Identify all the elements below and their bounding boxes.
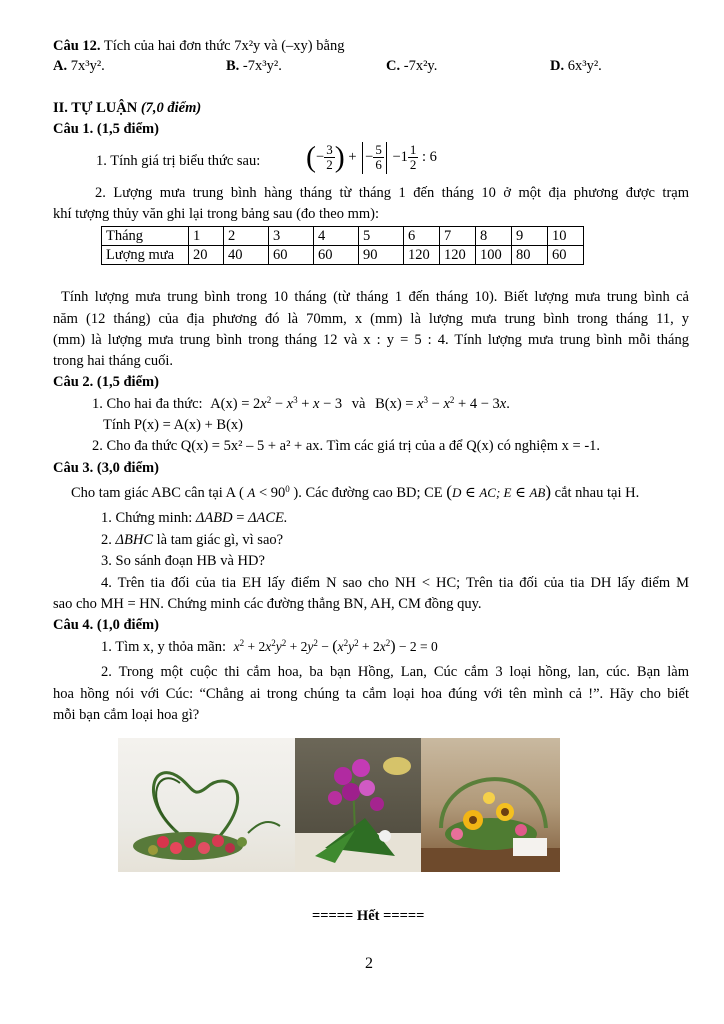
end-marker: ===== Hết ===== (312, 908, 425, 924)
cau1-expression: (− $\frac{3}{2}$ ) + − $\frac{5}{6}$ −1 $\frac{1}{2}$ : 6 (306, 140, 437, 174)
table-cell: 100 (476, 246, 512, 265)
cau1-para-line3: (mm) là lượng mưa trung bình trong tháng 12 và x : y = 5 : 4. Tính lượng mưa trung bình mỗi tháng (53, 332, 689, 348)
cau3-item1: 1. Chứng minh: ΔABD = ΔACE. (101, 510, 288, 526)
option-text: 6x³y². (567, 58, 602, 74)
sunflower-arrangement-drawing (421, 738, 560, 872)
cau1-p2-line2: khí tượng thủy văn ghi lại trong bảng sau (đo theo mm): (53, 206, 380, 222)
q12-label: Câu 12. (53, 38, 101, 54)
cau4-l1-text: 1. Tìm x, y thỏa mãn: (101, 639, 226, 655)
table-cell: 40 (224, 246, 269, 265)
table-cell: 10 (548, 227, 584, 246)
cau2-line2: Tính P(x) = A(x) + B(x) (103, 417, 243, 433)
cau1-para-line1: Tính lượng mưa trung bình trong 10 tháng (từ tháng 1 đến tháng 10). Biết lượng mưa trung bình cả (61, 289, 689, 305)
cau2-and: và (351, 396, 366, 412)
table-cell: 20 (189, 246, 224, 265)
cau3-intro: Cho tam giác ABC cân tại A ( $A < 90^0$ ). Các đường cao BD; CE (D ∈ AC; E ∈ AB) cắt nhau tại H. (71, 482, 640, 501)
cau3-item1-text: 1. Chứng minh: (101, 510, 193, 526)
cau4-line2-3: mỗi bạn cắm loại hoa gì? (53, 707, 200, 723)
cau2-l1-text: 1. Cho hai đa thức: (92, 396, 203, 412)
table-cell: 80 (512, 246, 548, 265)
table-cell: 5 (359, 227, 404, 246)
table-cell: 9 (512, 227, 548, 246)
cau3-intro-a: Cho tam giác ABC cân tại A ( (71, 485, 244, 501)
page-number: 2 (365, 955, 373, 972)
flower-photos (118, 738, 560, 872)
cau3-heading: Câu 3. (3,0 điểm) (53, 460, 159, 476)
table-cell: 120 (404, 246, 440, 265)
q12-line (53, 37, 344, 55)
table-cell: 90 (359, 246, 404, 265)
table-cell: 1 (189, 227, 224, 246)
table-row-label: Lượng mưa (102, 246, 189, 265)
option-text: -7x³y². (242, 58, 282, 74)
table-cell: 2 (224, 227, 269, 246)
q12-option-d (550, 57, 602, 75)
table-cell: 60 (548, 246, 584, 265)
table-cell: 120 (440, 246, 476, 265)
cau2-line1: 1. Cho hai đa thức: $A(x) = 2x^2 - x^3 + x - 3$ và $B(x) = x^3 - x^2 + 4 - 3x$. (92, 395, 510, 412)
table-cell: 7 (440, 227, 476, 246)
cau4-line1: 1. Tìm x, y thỏa mãn: $x^2 + 2x^2y^2 + 2y^2 - (x^2y^2 + 2x^2) - 2 = 0$ (101, 638, 438, 655)
cau1-para-line2: năm (12 tháng) của địa phương đó là 70mm, x (mm) là lượng mưa trung bình trong tháng 11, y (53, 311, 689, 327)
option-text: 7x³y². (70, 58, 105, 74)
cau3-item3: 3. So sánh đoạn HB và HD? (101, 553, 265, 569)
option-letter: D. (550, 58, 565, 74)
cau3-item4-line1: 4. Trên tia đối của tia EH lấy điểm N sao cho NH < HC; Trên tia đối của tia DH lấy điểm M (101, 575, 689, 591)
table-cell: 4 (314, 227, 359, 246)
table-cell: 6 (404, 227, 440, 246)
rainfall-table (101, 226, 584, 265)
q12-option-a (53, 57, 105, 75)
cau1-p2-line1: 2. Lượng mưa trung bình hàng tháng từ tháng 1 đến tháng 10 ở một địa phương được trạm (95, 185, 689, 201)
cau3-item2-prefix: 2. (101, 532, 112, 548)
cau1-p1: 1. Tính giá trị biểu thức sau: (96, 153, 261, 169)
q12-option-b (226, 57, 282, 75)
cau3-item2-text: là tam giác gì, vì sao? (156, 532, 284, 548)
sunflower-arrangement-photo (421, 738, 560, 872)
cau3-intro-c: cắt nhau tại H. (554, 485, 640, 501)
section-points: (7,0 điểm) (140, 100, 202, 116)
cau4-heading: Câu 4. (1,0 điểm) (53, 617, 159, 633)
section-title (53, 99, 201, 117)
option-text: -7x²y. (403, 58, 438, 74)
cau4-line2-2: hoa hồng nói với Cúc: “Chẳng ai trong chúng ta cắm loại hoa đúng với tên mình cả !”. Hãy cho biết (53, 686, 689, 702)
cau3-item2: 2. ΔBHC là tam giác gì, vì sao? (101, 532, 284, 548)
table-row (102, 246, 584, 265)
orchid-arrangement-drawing (295, 738, 421, 872)
table-cell: 8 (476, 227, 512, 246)
option-letter: B. (226, 58, 240, 74)
section-title-text: II. TỰ LUẬN (53, 100, 138, 116)
cau2-line3: 2. Cho đa thức Q(x) = 5x² – 5 + a² + ax. Tìm các giá trị của a để Q(x) có nghiệm x = -1. (92, 438, 601, 454)
cau2-heading: Câu 2. (1,5 điểm) (53, 374, 159, 390)
cau3-item4-line2: sao cho MH = HN. Chứng minh các đường thẳng BN, AH, CM đồng quy. (53, 596, 482, 612)
heart-arrangement-drawing (118, 738, 295, 872)
heart-flower-arrangement-photo (118, 738, 295, 872)
table-cell: 60 (269, 246, 314, 265)
table-header-label: Tháng (102, 227, 189, 246)
cau3-intro-b: ). Các đường cao BD; CE (293, 485, 443, 501)
cau1-para-line4: trong hai tháng cuối. (53, 353, 174, 369)
table-cell: 3 (269, 227, 314, 246)
table-cell: 60 (314, 246, 359, 265)
cau4-line2-1: 2. Trong một cuộc thi cắm hoa, ba bạn Hồng, Lan, Cúc cắm 3 loại hồng, lan, cúc. Bạn làm (101, 664, 689, 680)
table-row (102, 227, 584, 246)
orchid-arrangement-photo (295, 738, 421, 872)
option-letter: C. (386, 58, 401, 74)
option-letter: A. (53, 58, 68, 74)
cau1-heading: Câu 1. (1,5 điểm) (53, 121, 159, 137)
q12-text: Tích của hai đơn thức 7x²y và (–xy) bằng (103, 38, 345, 54)
q12-option-c (386, 57, 437, 75)
